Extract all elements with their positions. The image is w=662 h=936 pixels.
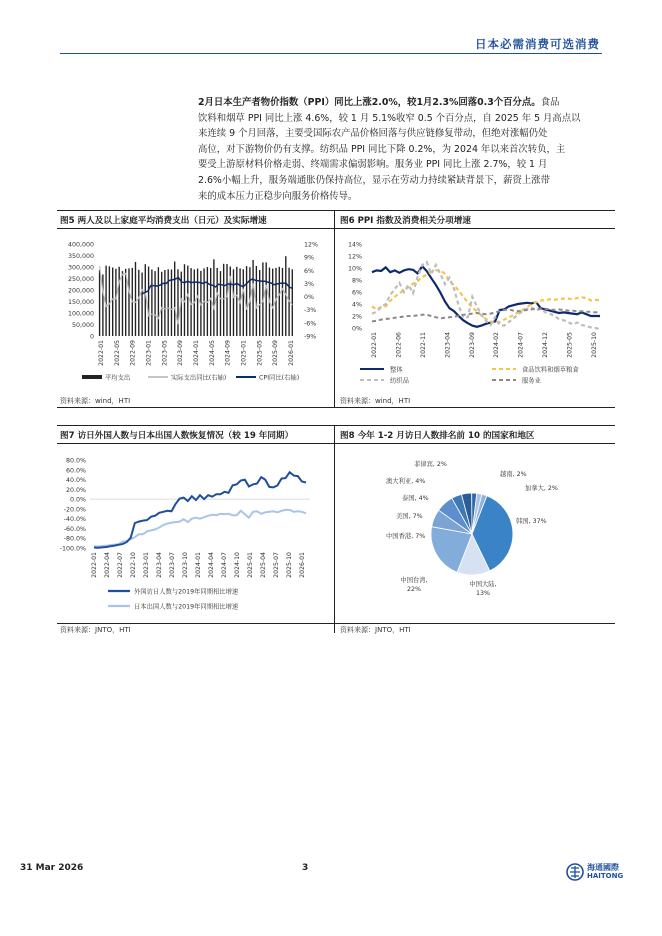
bar <box>138 270 139 336</box>
bar <box>217 268 218 336</box>
y-right-tick-label: 12% <box>304 241 318 249</box>
bar <box>125 269 126 336</box>
x-tick-label: 2024-04 <box>208 552 215 578</box>
y-left-tick-label: 400,000 <box>67 241 94 249</box>
bar <box>112 268 113 337</box>
paragraph-line: 高位，对下游物价仍有支撑。纺织品 PPI 同比下降 0.2%，为 2024 年以来首次转负，主 <box>198 143 566 155</box>
bar <box>223 264 224 336</box>
paragraph-line: 要受上游原材料价格走弱、终端需求偏弱影响。服务业 PPI 同比上涨 2.7%，较 1 月 <box>198 159 548 171</box>
legend-label: 纺织品 <box>390 377 409 385</box>
x-tick-label: 2022-01 <box>371 332 378 358</box>
pie-label: 加拿大, 2% <box>525 485 558 492</box>
fig7-title: 图7 访日外国人数与日本出国人数恢复情况（较 19 年同期） <box>60 431 294 441</box>
bar <box>259 270 260 336</box>
x-tick-label: 2024-07 <box>221 552 228 578</box>
y-right-tick-label: 6% <box>304 267 314 275</box>
y-tick-label: 2% <box>352 313 362 321</box>
bar <box>151 270 152 337</box>
bar <box>122 271 123 336</box>
pie-label: 菲律宾, 2% <box>414 461 447 468</box>
bar <box>246 266 247 336</box>
y-tick-label: -60.0% <box>63 525 86 533</box>
logo-text-cn: 海通國際 <box>587 863 619 872</box>
fig8-chart <box>340 448 615 623</box>
bar <box>252 260 253 336</box>
y-right-tick-label: 9% <box>304 254 314 262</box>
y-right-tick-label: 0% <box>304 294 314 302</box>
legend-label: 服务业 <box>522 377 541 385</box>
x-tick-label: 2025-07 <box>273 552 280 578</box>
bar <box>279 267 280 336</box>
x-tick-label: 2023-01 <box>145 340 153 366</box>
paragraph-lead: 2月日本生产者物价指数（PPI）同比上涨2.0%，较1月2.3%回落0.3个百分点。 <box>198 97 541 108</box>
bar <box>266 262 267 336</box>
x-tick-label: 2022-11 <box>419 332 427 358</box>
series-line-food-beverage <box>372 270 600 323</box>
y-right-tick-label: -9% <box>304 333 317 341</box>
bar <box>292 269 293 336</box>
bar <box>236 267 237 336</box>
pie-label: 美国, 7% <box>396 513 423 520</box>
pie-label: 中国台湾, <box>400 577 428 584</box>
figure-row2-bottom-rule <box>57 623 615 624</box>
y-tick-label: -20.0% <box>63 506 86 514</box>
x-tick-label: 2023-04 <box>156 552 163 578</box>
y-tick-label: 60.0% <box>65 467 86 475</box>
bar <box>243 269 244 336</box>
figure-row2-top-rule <box>57 425 615 426</box>
legend-label: 食品饮料和烟草粮食 <box>522 366 579 374</box>
bar <box>145 264 146 336</box>
bar <box>135 262 136 336</box>
pie-label: 越南, 2% <box>500 471 527 478</box>
logo-text-en: HAITONG <box>587 872 624 880</box>
x-tick-label: 2024-12 <box>542 332 550 358</box>
figure-title-rule <box>57 443 615 444</box>
x-tick-label: 2025-10 <box>286 552 293 578</box>
bar <box>141 273 142 337</box>
haitong-logo <box>566 862 636 884</box>
fig8-source: 资料来源：JNTO，HTI <box>340 626 411 634</box>
legend-swatch-avg-spending <box>82 375 102 379</box>
x-tick-label: 2024-07 <box>517 332 525 358</box>
y-tick-label: 0.0% <box>70 496 86 504</box>
x-tick-label: 2023-01 <box>143 552 150 578</box>
x-tick-label: 2024-02 <box>493 332 501 358</box>
legend-label: 平均支出 <box>105 374 131 382</box>
x-tick-label: 2024-05 <box>208 340 216 366</box>
y-right-tick-label: -3% <box>304 307 317 315</box>
header-rule <box>60 53 602 54</box>
bar <box>99 270 100 336</box>
bar <box>282 268 283 336</box>
fig5-title: 图5 两人及以上家庭平均消费支出（日元）及实际增速 <box>60 216 267 226</box>
pie-label-value: 13% <box>476 590 490 597</box>
bar <box>148 267 149 337</box>
y-tick-label: -100.0% <box>59 545 86 553</box>
y-tick-label: 8% <box>352 277 362 285</box>
y-left-tick-label: 350,000 <box>67 253 94 260</box>
x-tick-label: 2025-09 <box>272 340 280 366</box>
bar <box>210 268 211 336</box>
x-tick-label: 2024-01 <box>193 340 200 366</box>
haitong-logo-icon <box>566 863 584 881</box>
y-left-tick-label: 100,000 <box>67 310 94 318</box>
pie-label: 中国大陆, <box>469 581 497 588</box>
legend-label: 实际支出同比(右轴) <box>171 374 227 382</box>
fig8-title: 图8 今年 1-2 月访日人数排名前 10 的国家和地区 <box>340 431 535 441</box>
y-tick-label: 4% <box>352 301 362 309</box>
y-tick-label: 10% <box>348 265 362 273</box>
x-tick-label: 2024-09 <box>224 340 232 366</box>
page-number: 3 <box>302 863 309 873</box>
legend-label: CPI同比(右轴) <box>259 374 300 382</box>
fig6-title: 图6 PPI 指数及消费相关分项增速 <box>340 216 471 226</box>
x-tick-label: 2022-06 <box>395 332 403 358</box>
bar <box>220 271 221 336</box>
x-tick-label: 2022-04 <box>104 552 111 578</box>
bar <box>154 271 155 336</box>
y-right-tick-label: -6% <box>304 320 317 328</box>
bar <box>272 269 273 336</box>
y-tick-label: 20.0% <box>65 486 86 494</box>
bar <box>164 270 165 336</box>
pie-label-value: 22% <box>407 586 421 593</box>
x-tick-label: 2023-10 <box>182 552 189 578</box>
body-paragraph <box>198 95 602 204</box>
bar <box>197 269 198 336</box>
report-header-title: 日本必需消费可选消费 <box>475 37 600 51</box>
paragraph-lead-tail: 食品 <box>540 97 560 108</box>
x-tick-label: 2025-10 <box>591 332 598 358</box>
x-tick-label: 2023-07 <box>169 552 176 578</box>
x-tick-label: 2022-01 <box>91 552 98 578</box>
paragraph-line: 来的成本压力正稳步向服务价格传导。 <box>198 190 358 202</box>
figure-title-rule <box>57 228 615 229</box>
footer-date: 31 Mar 2026 <box>20 863 84 873</box>
bar <box>119 267 120 336</box>
pie-label: 澳大利亚, 4% <box>386 478 426 485</box>
x-tick-label: 2025-05 <box>256 340 264 366</box>
pie-label: 泰国, 4% <box>402 495 429 502</box>
x-tick-label: 2023-09 <box>177 340 185 366</box>
fig5-source: 资料来源：wind，HTI <box>60 397 131 405</box>
x-tick-label: 2024-10 <box>234 552 241 578</box>
figure-column-divider <box>334 210 335 408</box>
legend-label: 日本出国人数与2019年同期相比增速 <box>134 603 239 611</box>
pie-label: 韩国, 37% <box>516 518 547 525</box>
y-tick-label: 80.0% <box>65 457 86 465</box>
x-tick-label: 2026-01 <box>288 340 295 366</box>
x-tick-label: 2023-05 <box>161 340 169 366</box>
x-tick-label: 2025-01 <box>240 340 248 366</box>
bar <box>168 269 169 336</box>
x-tick-label: 2024-01 <box>195 552 202 578</box>
bar <box>158 267 159 336</box>
y-left-tick-label: 200,000 <box>67 287 94 295</box>
legend-label: 整体 <box>390 366 403 374</box>
series-line-textile <box>372 262 600 329</box>
x-tick-label: 2022-07 <box>117 552 124 578</box>
x-tick-label: 2022-10 <box>130 552 137 578</box>
y-tick-label: 6% <box>352 289 362 297</box>
series-line-outbound <box>94 510 306 547</box>
bar <box>226 264 227 336</box>
fig7-source: 资料来源：JNTO，HTI <box>60 626 131 634</box>
y-left-tick-label: 50,000 <box>71 322 94 329</box>
fig6-chart <box>340 232 615 392</box>
bar <box>177 269 178 336</box>
bar <box>105 266 106 336</box>
y-tick-label: 40.0% <box>65 477 86 485</box>
x-tick-label: 2022-01 <box>98 340 105 366</box>
bar <box>187 266 188 336</box>
y-tick-label: 14% <box>348 241 362 249</box>
paragraph-line: 来连续 9 个月回落，主要受国际农产品价格回落与供应链修复带动，但绝对涨幅仍处 <box>198 128 548 140</box>
bar <box>109 266 110 336</box>
legend-label: 外国访日人数与2019年同期相比增速 <box>134 588 239 596</box>
y-tick-label: 0% <box>352 325 362 333</box>
paragraph-line: 饮料和烟草 PPI 同比上涨 4.6%，较 1 月 5.1%收窄 0.5 个百分点，自 2025 年 5 月高点以 <box>198 112 581 124</box>
bar <box>128 268 129 336</box>
y-left-tick-label: 0 <box>89 333 94 341</box>
x-tick-label: 2022-05 <box>113 340 121 366</box>
y-tick-label: -40.0% <box>63 516 86 524</box>
bar <box>174 262 175 337</box>
y-right-tick-label: 3% <box>304 280 314 288</box>
fig5-chart <box>60 232 334 392</box>
x-tick-label: 2025-04 <box>260 552 267 578</box>
y-left-tick-label: 250,000 <box>67 276 94 283</box>
bar <box>115 269 116 336</box>
x-tick-label: 2026-01 <box>299 552 306 578</box>
fig6-source: 资料来源：wind，HTI <box>340 397 411 405</box>
x-tick-label: 2025-01 <box>247 552 254 578</box>
figure-top-rule <box>57 210 615 211</box>
series-line-inbound <box>94 472 306 548</box>
bar <box>161 272 162 336</box>
y-left-tick-label: 150,000 <box>67 299 94 306</box>
figure-column-divider <box>334 425 335 633</box>
paragraph-line: 2.6%小幅上升，服务端通胀仍保持高位，显示在劳动力持续紧缺背景下，薪资上涨带 <box>198 174 550 186</box>
y-tick-label: -80.0% <box>63 535 86 543</box>
x-tick-label: 2023-04 <box>444 332 452 358</box>
y-left-tick-label: 300,000 <box>67 264 94 272</box>
x-tick-label: 2025-05 <box>566 332 574 358</box>
y-tick-label: 12% <box>348 253 362 261</box>
bar <box>213 259 214 336</box>
bar <box>233 269 234 336</box>
x-tick-label: 2023-09 <box>468 332 476 358</box>
fig7-chart <box>60 448 334 623</box>
pie-label: 中国香港, 7% <box>386 533 426 540</box>
x-tick-label: 2022-09 <box>129 340 137 366</box>
figure-row1-bottom-rule <box>57 407 615 408</box>
